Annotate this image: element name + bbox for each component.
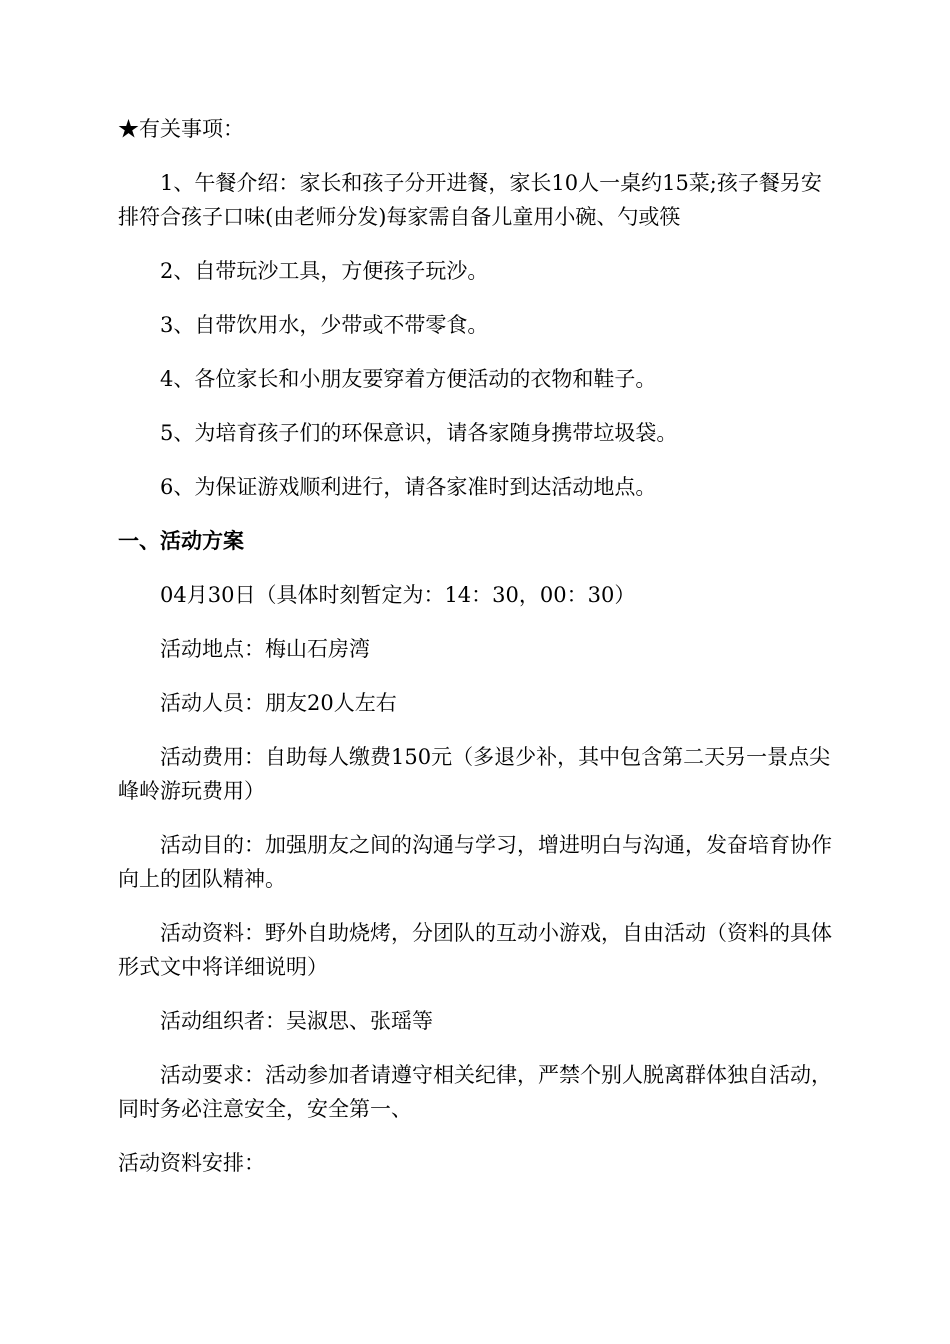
section-heading-plan: 一、活动方案 <box>118 528 244 553</box>
plan-item-organizers: 活动组织者：吴淑思、张瑶等 <box>160 1009 433 1033</box>
plan-item-cost: 活动费用：自助每人缴费150元（多退少补，其中包含第二天另一景点尖峰岭游玩费用） <box>118 745 831 803</box>
plan-footer-schedule: 活动资料安排： <box>118 1151 265 1175</box>
note-item-lunch: 1、午餐介绍：家长和孩子分开进餐，家长10人一桌约15菜;孩子餐另安排符合孩子口味(由老师分发)每家需自备儿童用小碗、勺或筷 <box>118 171 822 229</box>
note-item-sand-tools: 2、自带玩沙工具，方便孩子玩沙。 <box>160 259 489 283</box>
note-item-water: 3、自带饮用水，少带或不带零食。 <box>160 313 489 337</box>
note-item-garbage-bags: 5、为培育孩子们的环保意识，请各家随身携带垃圾袋。 <box>160 421 678 445</box>
plan-item-purpose: 活动目的：加强朋友之间的沟通与学习，增进明白与沟通，发奋培育协作向上的团队精神。 <box>118 833 832 891</box>
notes-title: ★有关事项： <box>118 117 244 141</box>
plan-item-participants: 活动人员：朋友20人左右 <box>160 691 397 715</box>
plan-item-requirements: 活动要求：活动参加者请遵守相关纪律，严禁个别人脱离群体独自活动，同时务必注意安全，安全第一、 <box>118 1063 832 1121</box>
note-item-clothing: 4、各位家长和小朋友要穿着方便活动的衣物和鞋子。 <box>160 367 657 391</box>
plan-item-content: 活动资料：野外自助烧烤，分团队的互动小游戏，自由活动（资料的具体形式文中将详细说明） <box>118 921 832 979</box>
note-item-punctuality: 6、为保证游戏顺利进行，请各家准时到达活动地点。 <box>160 475 657 499</box>
plan-item-location: 活动地点：梅山石房湾 <box>160 637 370 661</box>
plan-item-date: 04月30日（具体时刻暂定为：14：30，00：30） <box>160 583 636 607</box>
